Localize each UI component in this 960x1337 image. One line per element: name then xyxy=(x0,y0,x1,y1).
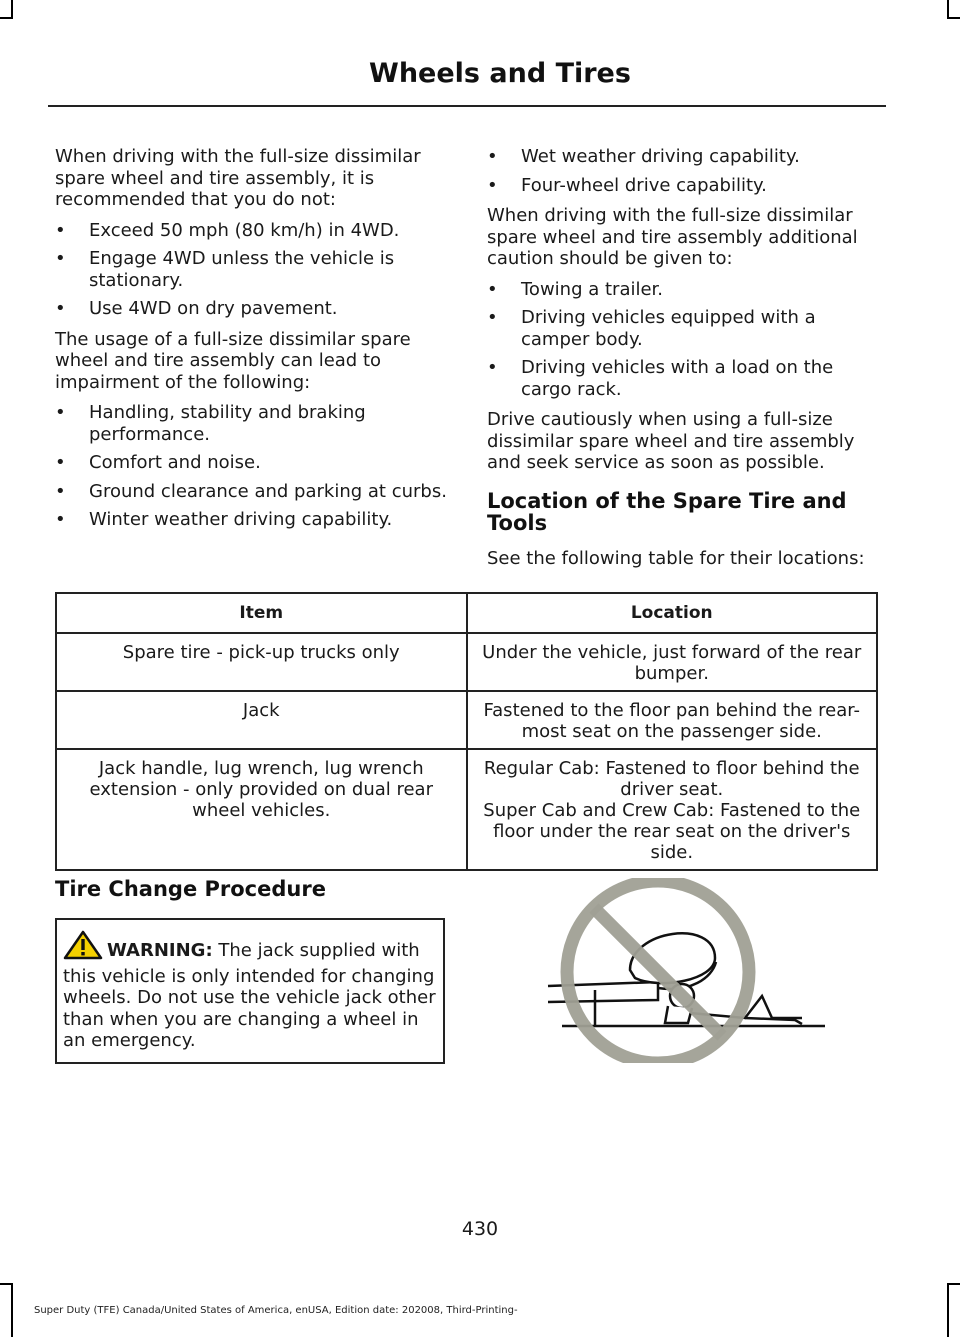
section-heading: Location of the Spare Tire and Tools xyxy=(487,488,847,535)
header-divider xyxy=(48,105,886,107)
table-header-row xyxy=(56,593,877,633)
intro-paragraph: When driving with the full-size dissimilar spare wheel and tire assembly, it is recommended that you do not: xyxy=(55,146,421,210)
table-cell-item: Jack handle, lug wrench, lug wrench extension - only provided on dual rear wheel vehicles. xyxy=(56,749,467,870)
caution-paragraph: When driving with the full-size dissimilar spare wheel and tire assembly additional caution should be given to: xyxy=(487,205,858,269)
warning-label: WARNING: xyxy=(107,940,213,961)
list-item: • Use 4WD on dry pavement. xyxy=(55,298,450,320)
location-table xyxy=(55,592,878,871)
warning-triangle-icon xyxy=(63,930,103,966)
warning-text: The jack supplied with this vehicle is only intended for changing wheels. Do not use the vehicle jack other than when you are changing a wheel in an emergency. xyxy=(63,940,436,1051)
page-number: 430 xyxy=(461,1218,499,1240)
location-super-crew-cab: Super Cab and Crew Cab: Fastened to the floor under the rear seat on the driver's side. xyxy=(483,800,861,863)
crop-mark xyxy=(947,1283,949,1337)
list-item: • Exceed 50 mph (80 km/h) in 4WD. xyxy=(55,220,450,242)
crop-mark xyxy=(947,17,960,19)
list-item: • Engage 4WD unless the vehicle is stationary. xyxy=(55,248,450,291)
list-item: • Handling, stability and braking performance. xyxy=(55,402,450,445)
table-cell-location xyxy=(467,749,878,870)
table-cell-item: Jack xyxy=(56,691,467,749)
impairment-list-continued xyxy=(487,146,882,196)
list-item: • Driving vehicles equipped with a camper body. xyxy=(487,307,882,350)
no-crawling-under-vehicle-prohibition-icon xyxy=(540,878,840,1067)
list-item: • Towing a trailer. xyxy=(487,279,882,301)
column-header-item: Item xyxy=(56,593,467,633)
crop-mark xyxy=(11,1283,13,1337)
table-row xyxy=(56,749,877,870)
warning-box xyxy=(55,918,445,1064)
location-regular-cab: Regular Cab: Fastened to floor behind the driver seat. xyxy=(483,758,860,800)
crop-mark xyxy=(947,1283,960,1285)
table-row xyxy=(56,691,877,749)
list-item: • Four-wheel drive capability. xyxy=(487,175,882,197)
crop-mark xyxy=(0,1283,13,1285)
tire-change-heading: Tire Change Procedure xyxy=(55,877,326,901)
table-intro: See the following table for their locations: xyxy=(487,547,865,569)
table-cell-location: Fastened to the floor pan behind the rear-most seat on the passenger side. xyxy=(467,691,878,749)
caution-list xyxy=(487,279,882,401)
table-cell-location: Under the vehicle, just forward of the rear bumper. xyxy=(467,633,878,691)
table-cell-item: Spare tire - pick-up trucks only xyxy=(56,633,467,691)
list-item: • Comfort and noise. xyxy=(55,452,450,474)
crop-mark xyxy=(11,0,13,17)
crop-mark xyxy=(947,0,949,17)
crop-mark xyxy=(0,17,13,19)
table-row xyxy=(56,633,877,691)
list-item: • Ground clearance and parking at curbs. xyxy=(55,481,450,503)
footer-text: Super Duty (TFE) Canada/United States of America, enUSA, Edition date: 202008, Third-Printing- xyxy=(34,1305,518,1316)
page-title: Wheels and Tires xyxy=(369,58,631,89)
drive-cautiously-paragraph: Drive cautiously when using a full-size dissimilar spare wheel and tire assembly and seek service as soon as possible. xyxy=(487,409,855,473)
list-item: • Driving vehicles with a load on the cargo rack. xyxy=(487,357,882,400)
do-not-list xyxy=(55,220,450,320)
impairment-list xyxy=(55,402,450,531)
impairment-paragraph: The usage of a full-size dissimilar spare wheel and tire assembly can lead to impairment of the following: xyxy=(55,328,411,393)
right-column xyxy=(487,146,882,578)
list-item: • Winter weather driving capability. xyxy=(55,509,450,531)
column-header-location: Location xyxy=(467,593,878,633)
list-item: • Wet weather driving capability. xyxy=(487,146,882,168)
left-column xyxy=(55,146,450,540)
